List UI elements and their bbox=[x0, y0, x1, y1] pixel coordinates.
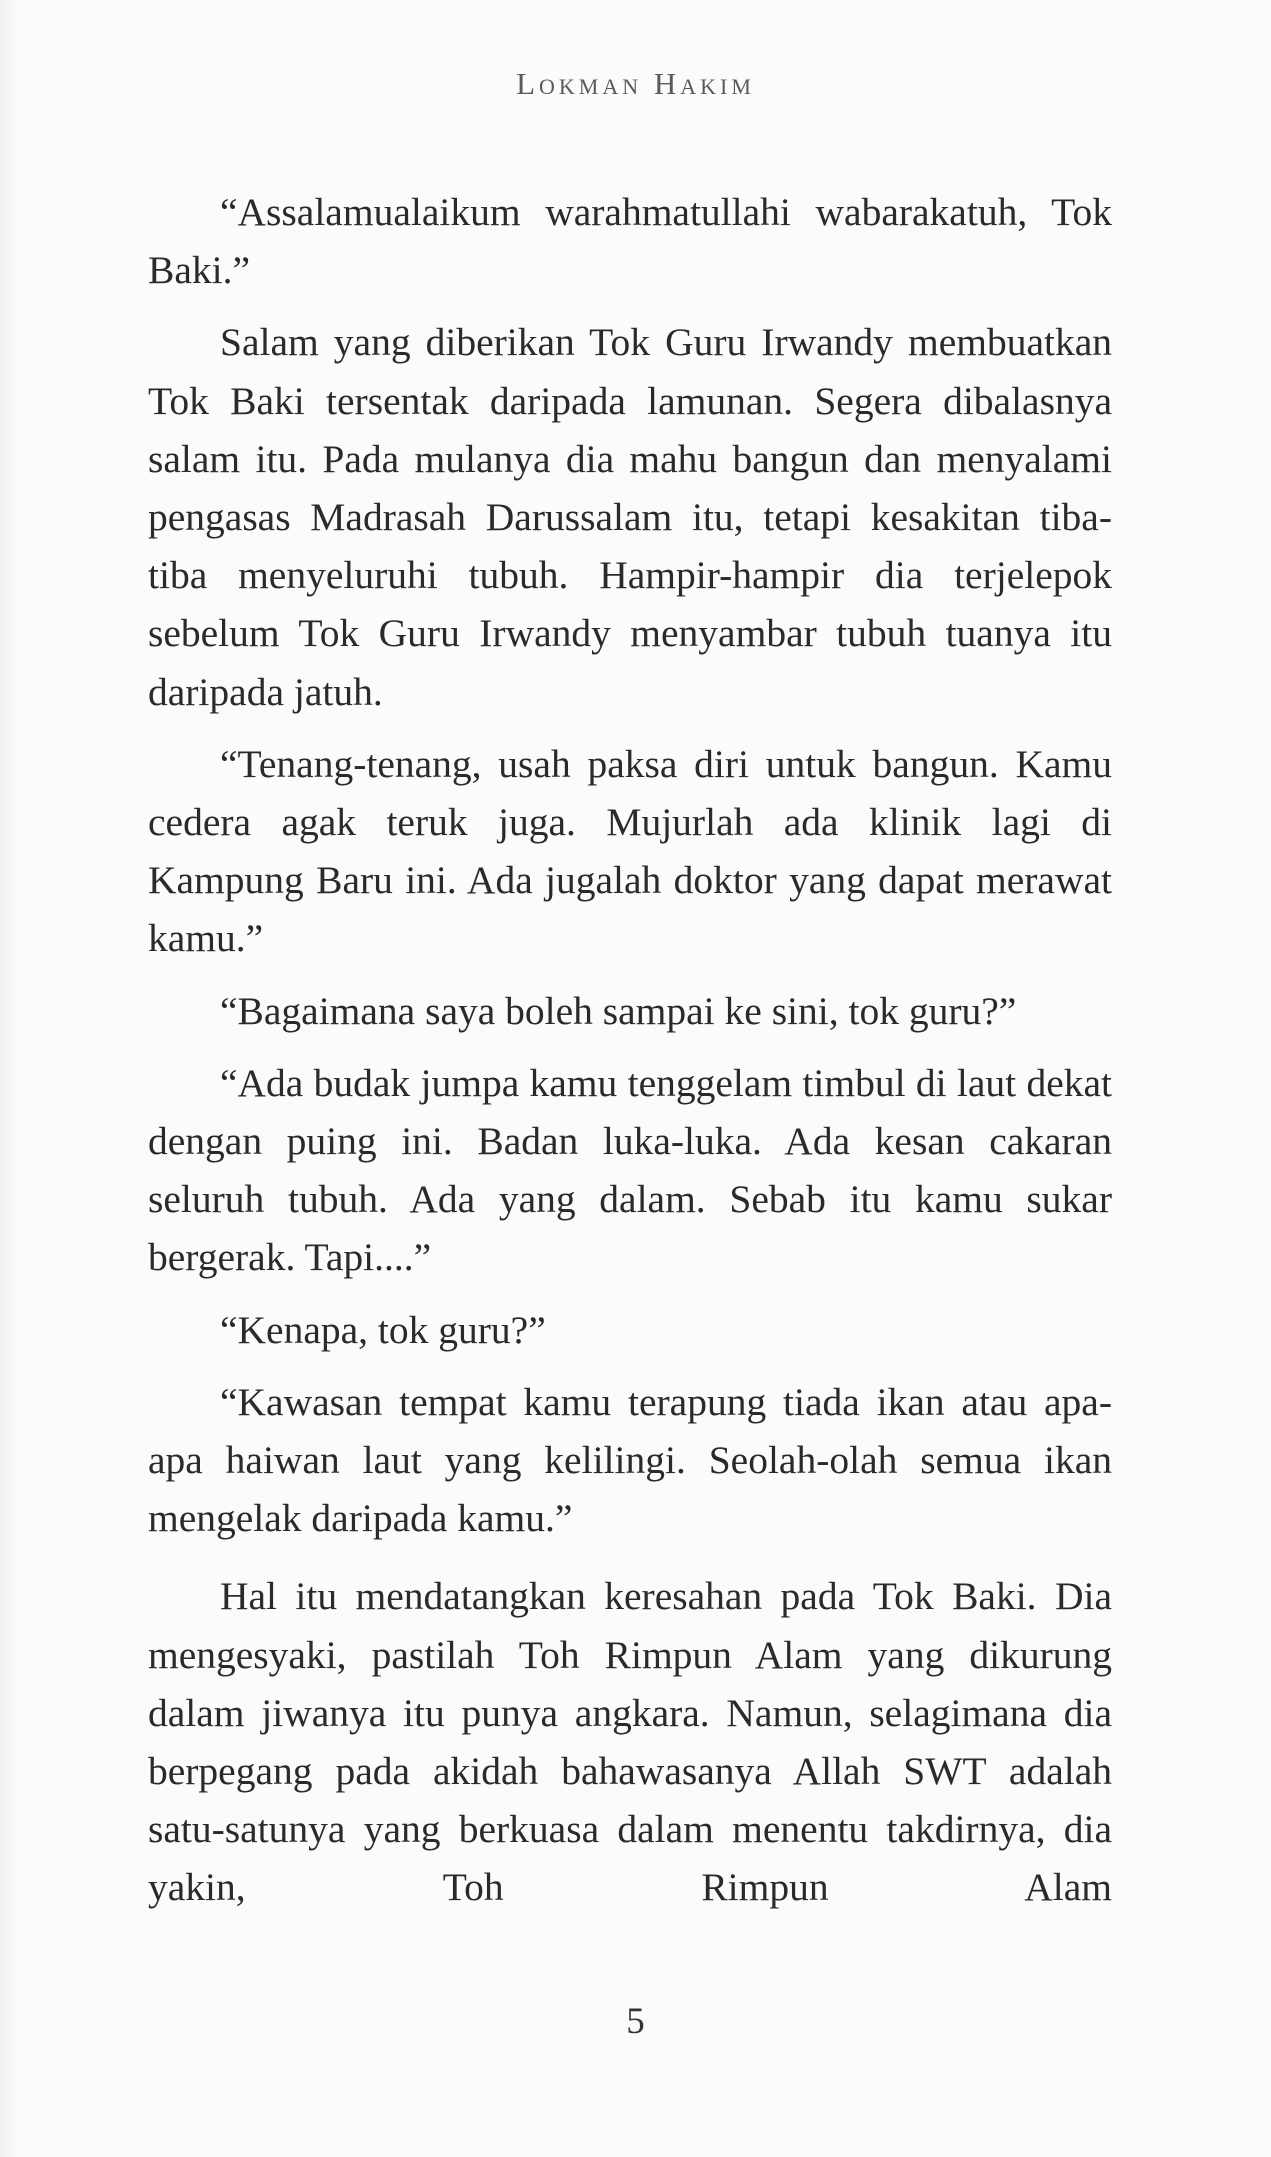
paragraph-tenang: “Tenang-tenang, usah paksa diri untuk bangun. Kamu cedera agak teruk juga. Mujurlah ada klinik lagi di Kampung Baru ini. Ada jugalah doktor yang dapat merawat kamu.” bbox=[148, 741, 1112, 961]
page-edge-shadow bbox=[0, 0, 18, 2157]
paragraph-ada-budak: “Ada budak jumpa kamu tenggelam timbul di laut dekat dengan puing ini. Badan luka-luka. Ada kesan cakaran seluruh tubuh. Ada yang dalam. Sebab itu kamu sukar bergerak. Tapi....” bbox=[148, 1060, 1112, 1280]
paragraph-bagaimana: “Bagaimana saya boleh sampai ke sini, tok guru?” bbox=[220, 988, 1017, 1033]
body-text bbox=[148, 183, 1112, 1931]
page-number: 5 bbox=[626, 2001, 645, 2042]
paragraph-salam-reply: Salam yang diberikan Tok Guru Irwandy membuatkan Tok Baki tersentak daripada lamunan. Segera dibalasnya salam itu. Pada mulanya dia mahu bangun dan menyalami pengasas Madrasah Darussalam itu, tetapi kesakitan tiba-tiba menyeluruhi tubuh. Hampir-hampir dia terjelepok sebelum Tok Guru Irwandy menyambar tubuh tuanya itu daripada jatuh. bbox=[148, 320, 1112, 714]
paragraph-kawasan: “Kawasan tempat kamu terapung tiada ikan atau apa-apa haiwan laut yang kelilingi. Seolah-olah semua ikan mengelak daripada kamu.” bbox=[148, 1379, 1112, 1541]
paragraph-greeting: “Assalamualaikum warahmatullahi wabarakatuh, Tok Baki.” bbox=[148, 190, 1112, 293]
paragraph-kenapa: “Kenapa, tok guru?” bbox=[220, 1307, 546, 1352]
running-head-author: Lokman Hakim bbox=[516, 66, 755, 101]
paragraph-hal-itu: Hal itu mendatangkan keresahan pada Tok Baki. Dia mengesyaki, pastilah Toh Rimpun Alam yang dikurung dalam jiwanya itu punya angkara. Namun, selagimana dia berpegang pada akidah bahawasanya Allah SWT adalah satu-satunya yang berkuasa dalam menentu takdirnya, dia yakin, Toh Rimpun Alam bbox=[148, 1574, 1112, 1910]
